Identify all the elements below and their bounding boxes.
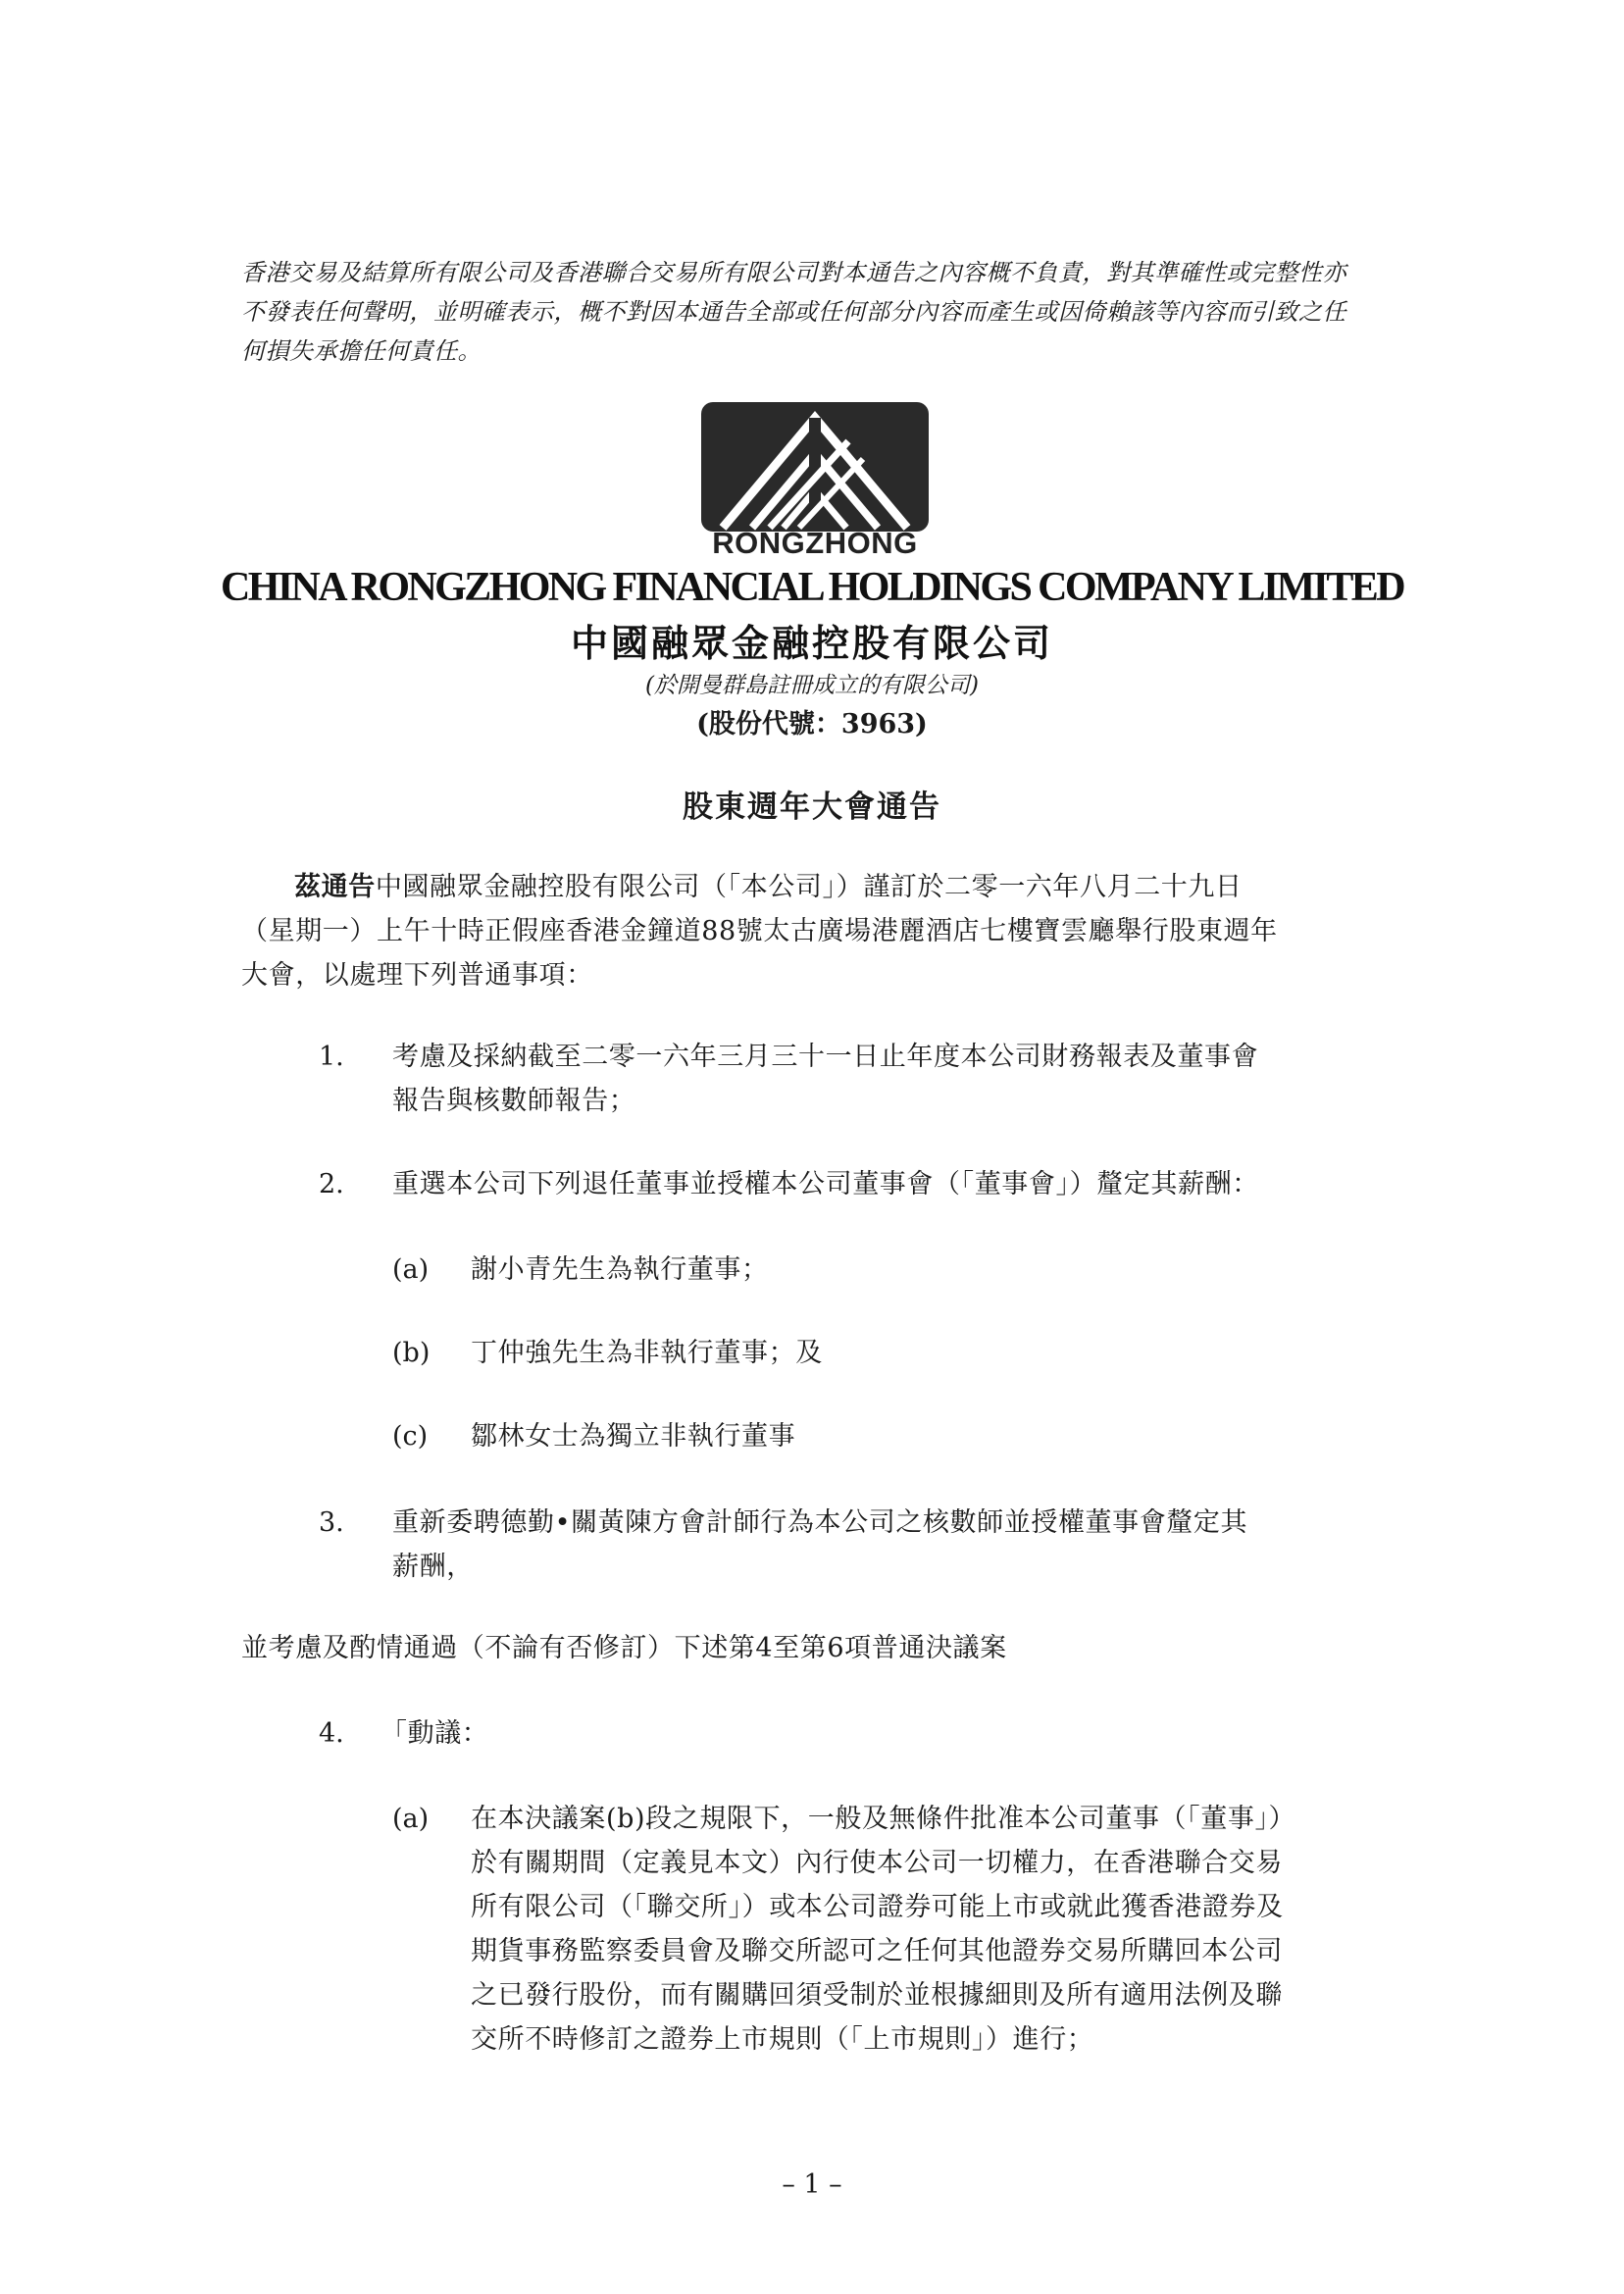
item-number: 3. [319,1507,344,1538]
disclaimer [241,253,1398,371]
item-3-line: 薪酬， [392,1552,474,1582]
disclaimer-line: 香港交易及結算所有限公司及香港聯合交易所有限公司對本通告之內容概不負責，對其準確性或完整性亦 [241,259,1346,286]
subitem-label: (c) [392,1421,429,1452]
item-1-line: 報告與核數師報告； [392,1086,636,1116]
intro-line-1 [294,865,1243,909]
incorporation-note: (於開曼群島註冊成立的有限公司) [645,673,979,698]
item-1-line: 考慮及採納截至二零一六年三月三十一日止年度本公司財務報表及董事會 [392,1042,1259,1072]
disclaimer-line: 何損失承擔任何責任。 [241,337,482,365]
item-4a-line: 期貨事務監察委員會及聯交所認可之任何其他證券交易所購回本公司 [471,1936,1283,1966]
item-number: 2. [319,1169,344,1199]
intro-line-3: 大會，以處理下列普通事項： [241,960,593,991]
special-intro: 並考慮及酌情通過（不論有否修訂）下述第4至第6項普通決議案 [241,1633,1007,1663]
subitem-label: (a) [392,1804,430,1834]
stock-code: (股份代號：3963) [696,709,928,739]
subitem-label: (a) [392,1254,430,1285]
subitem-text: 丁仲強先生為非執行董事；及 [471,1338,823,1368]
notice-title: 股東週年大會通告 [683,790,941,825]
item-4a-line: 於有關期間（定義見本文）內行使本公司一切權力，在香港聯合交易 [471,1848,1283,1878]
item-2-line: 重選本公司下列退任董事並授權本公司董事會（「董事會」）釐定其薪酬： [392,1169,1259,1199]
item-number: 1. [319,1042,344,1072]
item-4a-line: 在本決議案(b)段之規限下，一般及無條件批准本公司董事（「董事」） [471,1804,1296,1834]
intro-text: 中國融眾金融控股有限公司（「本公司」）謹訂於二零一六年八月二十九日 [375,872,1243,902]
page-number: – 1 – [782,2169,842,2200]
subitem-label: (b) [392,1338,431,1368]
item-4a-line: 交所不時修訂之證券上市規則（「上市規則」）進行； [471,2024,1094,2055]
item-4-text: 「動議： [381,1718,489,1749]
company-name-en: CHINA RONGZHONG FINANCIAL HOLDINGS COMPANY LIMITED [221,565,1403,610]
subitem-text: 謝小青先生為執行董事； [471,1254,769,1285]
logo-wordmark: RONGZHONG [712,526,918,560]
intro-line-2: （星期一）上午十時正假座香港金鐘道88號太古廣場港麗酒店七樓寶雲廳舉行股東週年 [241,916,1278,946]
intro-lead: 茲通告 [294,872,376,902]
item-4a-line: 所有限公司（「聯交所」）或本公司證券可能上市或就此獲香港證券及 [471,1892,1284,1922]
subitem-text: 鄒林女士為獨立非執行董事 [471,1421,796,1452]
item-3-line: 重新委聘德勤•關黃陳方會計師行為本公司之核數師並授權董事會釐定其 [392,1507,1248,1538]
item-number: 4. [319,1718,344,1749]
company-name-cn: 中國融眾金融控股有限公司 [570,622,1053,665]
item-4a-line: 之已發行股份，而有關購回須受制於並根據細則及所有適用法例及聯 [471,1980,1283,2011]
disclaimer-line: 不發表任何聲明，並明確表示，概不對因本通告全部或任何部分內容而產生或因倚賴該等內容而引致之任 [241,298,1346,326]
